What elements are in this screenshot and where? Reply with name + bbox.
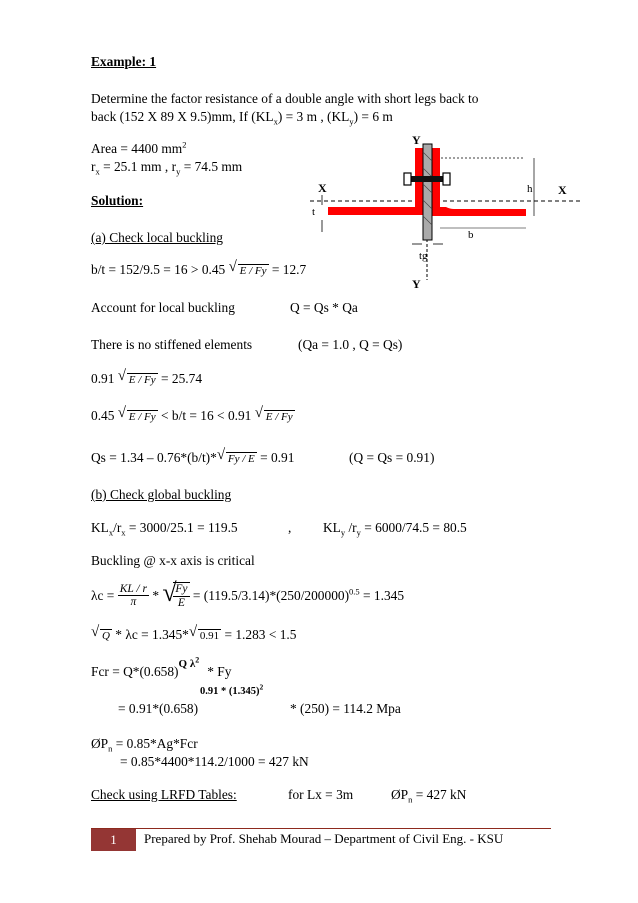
- lrfd-line: Check using LRFD Tables: for Lx = 3m $ØP_n = 427$ kN: [91, 787, 467, 805]
- bolt-nut: [443, 173, 450, 185]
- footer-text: Prepared by Prof. Shehab Mourad – Department of Civil Eng. - KSU: [144, 831, 504, 846]
- h-label: h: [527, 183, 533, 195]
- x-left-label: X: [318, 181, 327, 195]
- footer-rule: [91, 828, 551, 829]
- double-angle-section-diagram: [300, 140, 590, 290]
- fcr-exponent: $0.91 * (1.345)^2$: [200, 682, 264, 697]
- bolt-head: [404, 173, 411, 185]
- stiffened-line: There is no stiffened elements (Qa = 1.0 , Q = Qs): [91, 337, 403, 352]
- bt-line: b/t = 152/9.5 = 16 > 0.45 √ E / Fy = 12.7: [91, 259, 307, 277]
- area-line: Area = 4400 $mm^2$: [91, 139, 187, 156]
- t-label: t: [312, 206, 316, 218]
- problem-line-1: Determine the factor resistance of a double angle with short legs back to: [91, 91, 479, 106]
- lambda-line: λc = $\frac{KL / r}{\pi}$ * √ $\frac{Fy}{E}$ = $(119.5/3.14)*(250/200000)^{0.5} = 1.345$: [91, 578, 405, 609]
- account-line: Account for local buckling Q = Qs * Qa: [91, 300, 358, 315]
- part-a-heading: (a) Check local buckling: [91, 230, 223, 245]
- radius-line: $r_x = 25.1$ mm , $r_y = 74.5$ mm: [91, 159, 243, 177]
- limit-2-line: 0.45 √ E / Fy < b/t = 16 < 0.91 √ E / Fy: [91, 405, 293, 423]
- y-top-label: Y: [412, 133, 421, 147]
- phipn-value-line: = 0.85*4400*114.2/1000 = 427 kN: [120, 754, 309, 769]
- qs-line: Qs = 1.34 – 0.76*(b/t)* √ Fy / E = 0.91 (Q = Qs = 0.91): [91, 447, 435, 465]
- problem-line-2: back (152 X 89 X 9.5)mm, If $(KL_x) = 3$ m , $(KL_y) = 6$ m: [91, 109, 393, 127]
- critical-line: Buckling @ x-x axis is critical: [91, 553, 255, 568]
- b-label: b: [468, 229, 474, 241]
- page-number: 1: [91, 829, 136, 851]
- kl-line: $KL_x/r_x = 3000/25.1 = 119.5$ , $KL_y$ $/r_y = 6000/74.5 = 80.5$: [91, 520, 467, 538]
- bolt-shank: [408, 176, 446, 182]
- part-b-heading: (b) Check global buckling: [91, 487, 232, 502]
- right-horizontal-leg: [432, 207, 526, 216]
- q-lambda-line: √ Q * λc = 1.345* √ 0.91 = 1.283 < 1.5: [91, 624, 297, 642]
- fcr-formula-line: Fcr = $Q*(0.658)^{Q \lambda^2}*$ Fy: [91, 655, 232, 679]
- limit-1-line: 0.91 √ E / Fy = 25.74: [91, 368, 203, 386]
- page-title: Example: 1: [91, 54, 157, 69]
- solution-heading: Solution:: [91, 193, 144, 208]
- phipn-formula-line: $ØP_n = 0.85*Ag*Fcr$: [91, 736, 198, 754]
- tg-label: tg: [419, 250, 428, 262]
- sqrt-e-fy: √ E / Fy: [228, 259, 267, 277]
- y-bottom-label: Y: [412, 277, 421, 291]
- left-horizontal-leg: [328, 207, 423, 215]
- fcr-value-line: = 0.91*(0.658) * (250) = 114.2 Mpa: [118, 701, 401, 716]
- x-right-label: X: [558, 183, 567, 197]
